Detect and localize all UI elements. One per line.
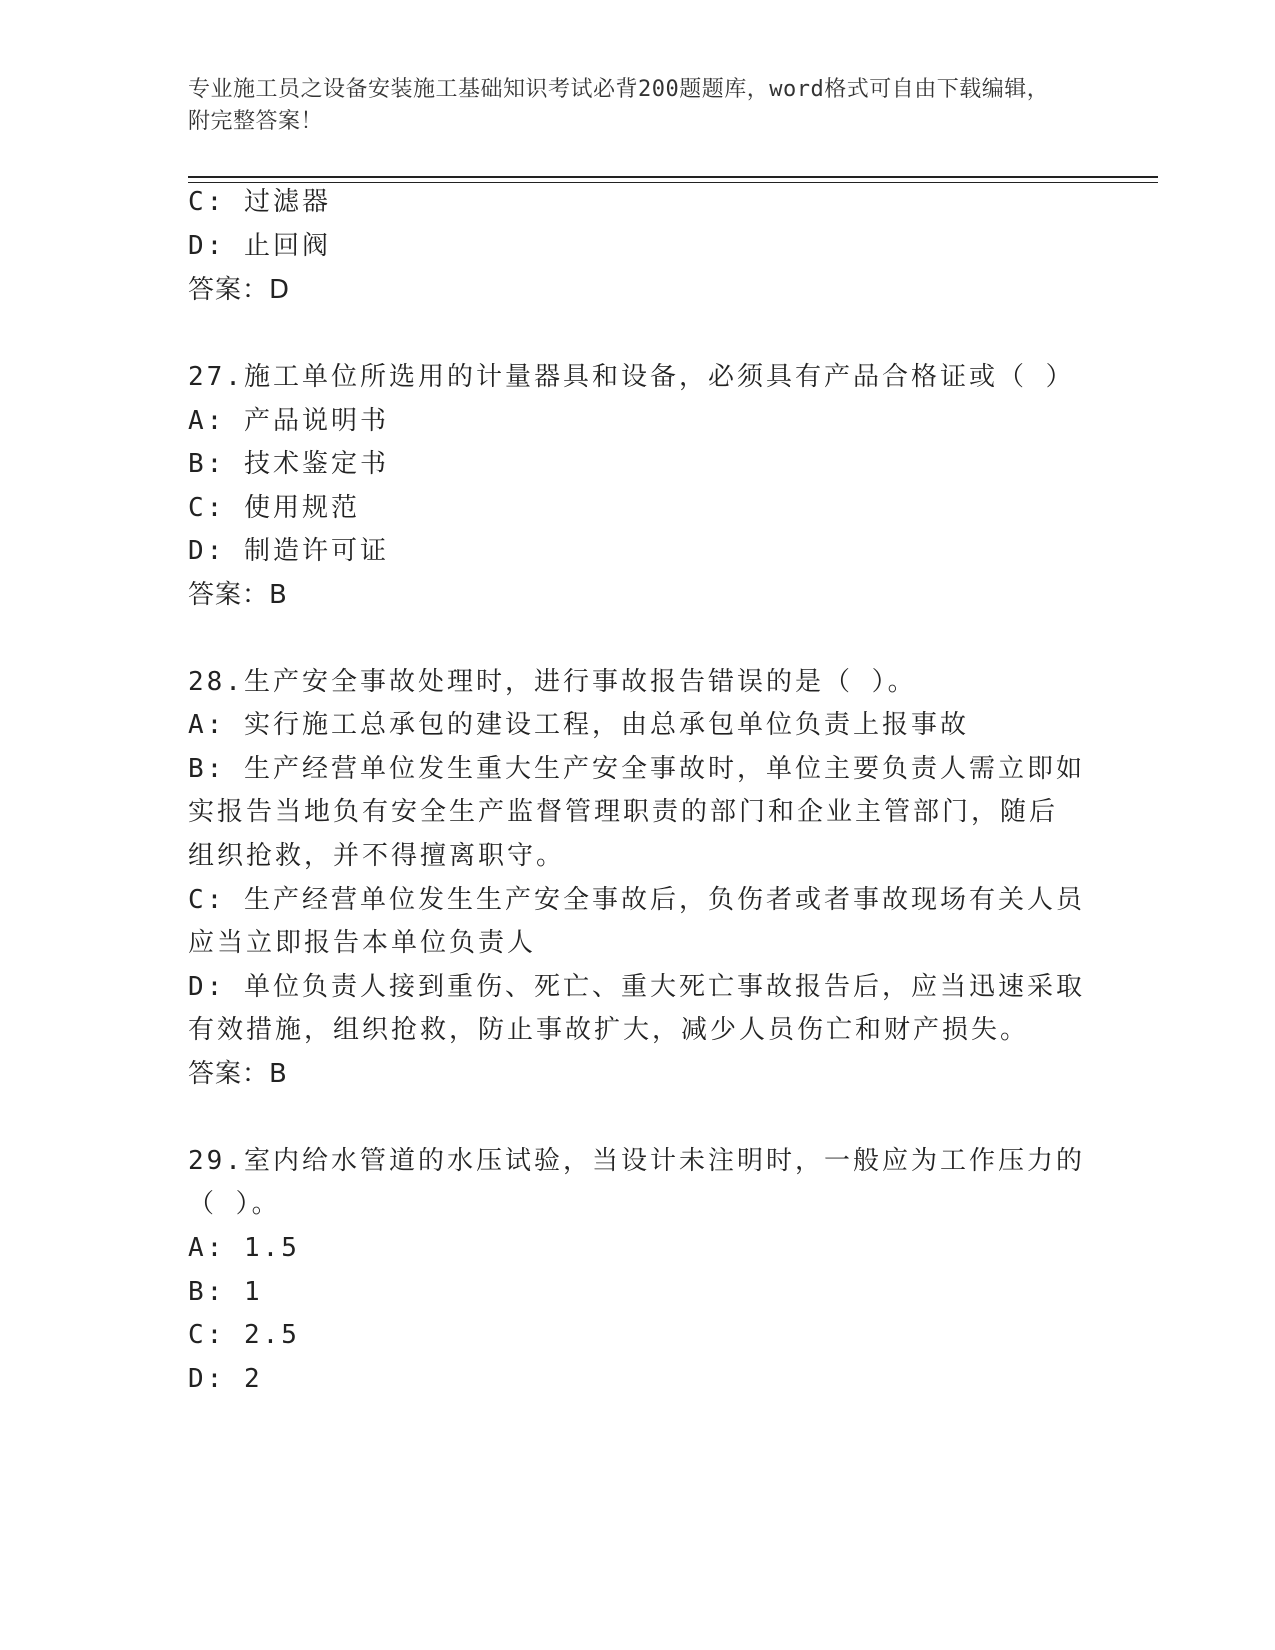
option-d-q28-line2: 有效措施，组织抢救，防止事故扩大，减少人员伤亡和财产损失。 [188,1015,1030,1045]
option-a-q29: A: 1.5 [188,1233,300,1263]
question-28: 28.生产安全事故处理时，进行事故报告错误的是（ ）。 [188,667,917,697]
document-header: 专业施工员之设备安装施工基础知识考试必背200题题库，word格式可自由下载编辑，附完整答案！ [188,77,1050,134]
option-c-q27: C: 使用规范 [188,493,360,523]
option-b-q28-line2: 实报告当地负有安全生产监督管理职责的部门和企业主管部门，随后 [188,797,1059,827]
option-d-q26: D: 止回阀 [188,231,331,261]
option-a-q27: A: 产品说明书 [188,406,389,436]
option-c-q29: C: 2.5 [188,1320,300,1350]
answer-q26: 答案：D [188,275,291,305]
option-d-q28-line1: D: 单位负责人接到重伤、死亡、重大死亡事故报告后，应当迅速采取 [188,972,1085,1002]
question-29-line1: 29.室内给水管道的水压试验，当设计未注明时，一般应为工作压力的 [188,1146,1085,1176]
question-27: 27.施工单位所选用的计量器具和设备，必须具有产品合格证或（ ） [188,362,1075,392]
option-d-q27: D: 制造许可证 [188,536,389,566]
answer-q28: 答案：B [188,1059,288,1089]
option-c-q28-line2: 应当立即报告本单位负责人 [188,928,537,958]
option-b-q28-line1: B: 生产经营单位发生重大生产安全事故时，单位主要负责人需立即如 [188,754,1085,784]
option-b-q28-line3: 组织抢救，并不得擅离职守。 [188,841,566,871]
option-b-q27: B: 技术鉴定书 [188,449,389,479]
option-a-q28: A: 实行施工总承包的建设工程，由总承包单位负责上报事故 [188,710,969,740]
option-c-q26: C: 过滤器 [188,187,331,217]
option-b-q29: B: 1 [188,1277,263,1307]
option-c-q28-line1: C: 生产经营单位发生生产安全事故后，负伤者或者事故现场有关人员 [188,885,1085,915]
question-29-line2: （ ）。 [188,1189,281,1219]
answer-q27: 答案：B [188,580,288,610]
option-d-q29: D: 2 [188,1364,263,1394]
header-divider-thick [188,176,1158,178]
